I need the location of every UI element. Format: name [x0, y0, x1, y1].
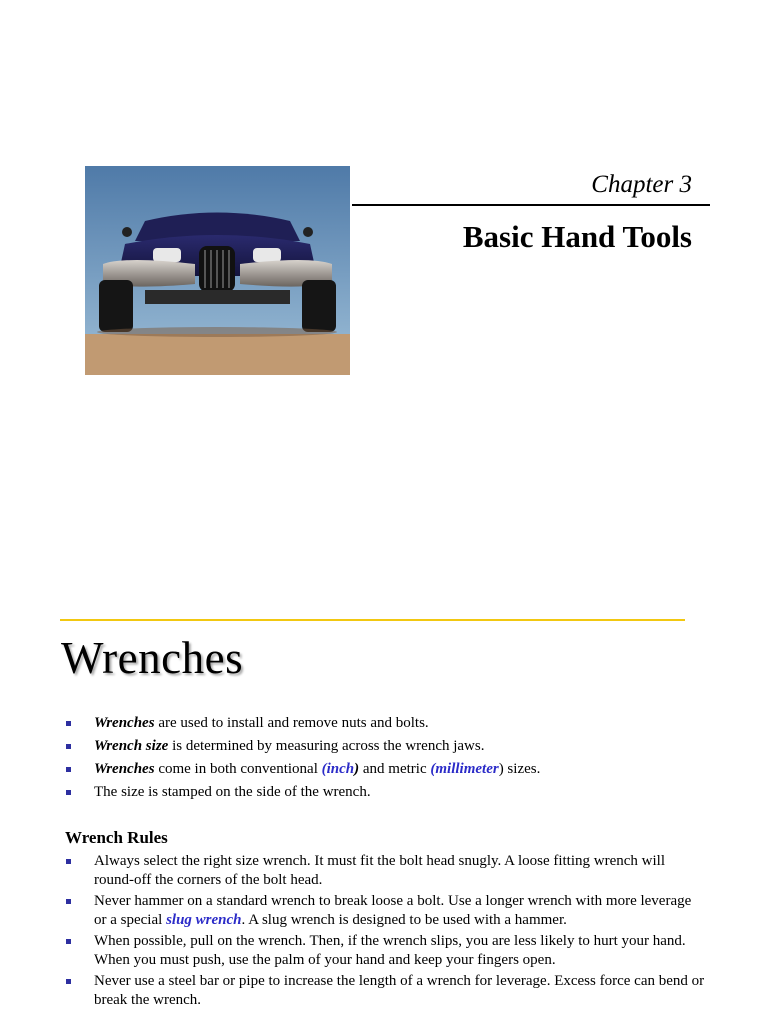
list-item — [66, 714, 706, 733]
text-run: come in both conventional — [154, 761, 322, 777]
text-run: is determined by measuring across the wrench jaws. — [168, 738, 485, 754]
text-run: Always select the right size wrench. It must fit the bolt head snugly. A loose fitting wrench will round-off the corners of the bolt head. — [94, 853, 665, 888]
text-run: are used to install and remove nuts and bolts. — [154, 715, 429, 731]
section-heading: Wrenches — [61, 633, 244, 683]
text-run: The size is stamped on the side of the wrench. — [94, 784, 371, 800]
term: ) — [354, 761, 360, 777]
bullet-icon — [66, 859, 71, 864]
list-item — [66, 760, 706, 779]
rules-heading: Wrench Rules — [65, 828, 168, 847]
list-item — [66, 852, 706, 890]
list-item — [66, 932, 706, 970]
bullet-icon — [66, 939, 71, 944]
key-term: ( — [321, 761, 327, 777]
key-term: ( — [430, 761, 436, 777]
list-item — [66, 892, 706, 930]
text-run: Never use a steel bar or pipe to increase the length of a wrench for leverage. Excess force can bend or break the wrench. — [94, 973, 705, 1008]
bullet-icon — [66, 790, 71, 795]
wrench-rules-list — [66, 852, 706, 1012]
list-item — [66, 972, 706, 1010]
bullet-icon — [66, 979, 71, 984]
chapter-label: Chapter 3 — [591, 171, 692, 198]
term: Wrench size — [94, 738, 169, 754]
bullet-icon — [66, 721, 71, 726]
bullet-icon — [66, 744, 71, 749]
chapter-divider — [352, 204, 710, 206]
text-run: ) sizes. — [498, 761, 541, 777]
section-divider — [60, 619, 685, 621]
bullet-icon — [66, 899, 71, 904]
key-term: millimeter — [435, 761, 499, 777]
key-term: slug wrench — [166, 912, 242, 928]
list-item — [66, 737, 706, 756]
text-run: . A slug wrench is designed to be used with a hammer. — [241, 912, 567, 928]
chapter-title: Basic Hand Tools — [462, 219, 692, 254]
term: Wrenches — [94, 761, 155, 777]
term: Wrenches — [94, 715, 155, 731]
text-run: When possible, pull on the wrench. Then, if the wrench slips, you are less likely to hurt your hand. When you must push, use the palm of your hand and keep your fingers open. — [94, 933, 686, 968]
wrench-facts-list — [66, 714, 706, 806]
key-term: inch — [326, 761, 355, 777]
list-item — [66, 783, 706, 802]
car-photo — [85, 166, 350, 375]
text-run: Never hammer on a standard wrench to break loose a bolt. Use a longer wrench with more leverage or a special — [94, 893, 692, 928]
text-run: and metric — [359, 761, 431, 777]
bullet-icon — [66, 767, 71, 772]
